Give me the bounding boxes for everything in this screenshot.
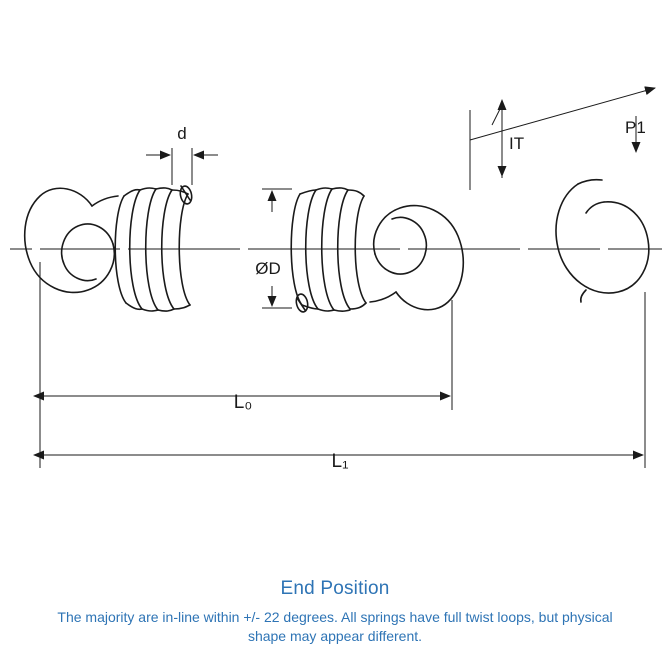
label-pitch: P1 bbox=[625, 118, 646, 137]
caption-title: End Position bbox=[280, 578, 390, 599]
left-end-loop bbox=[25, 188, 118, 292]
right-end-loop bbox=[370, 206, 463, 310]
dimension-extended-length bbox=[34, 292, 645, 468]
caption-body: The majority are in-line within +/- 22 degrees. All springs have full twist loops, but physical shape may appear different. bbox=[57, 609, 613, 644]
end-position-loop bbox=[556, 180, 649, 302]
label-outer-diameter: ØD bbox=[255, 259, 281, 278]
right-coil-group bbox=[291, 188, 366, 311]
dimension-initial-tension bbox=[470, 100, 502, 190]
label-initial-tension: IT bbox=[509, 134, 525, 153]
label-free-length: L₀ bbox=[233, 392, 253, 413]
dimension-free-length bbox=[34, 262, 452, 410]
dimension-wire-diameter bbox=[146, 148, 218, 185]
label-extended-length: L₁ bbox=[331, 451, 349, 472]
caption-block bbox=[0, 578, 670, 646]
label-wire-diameter: d bbox=[177, 124, 187, 143]
